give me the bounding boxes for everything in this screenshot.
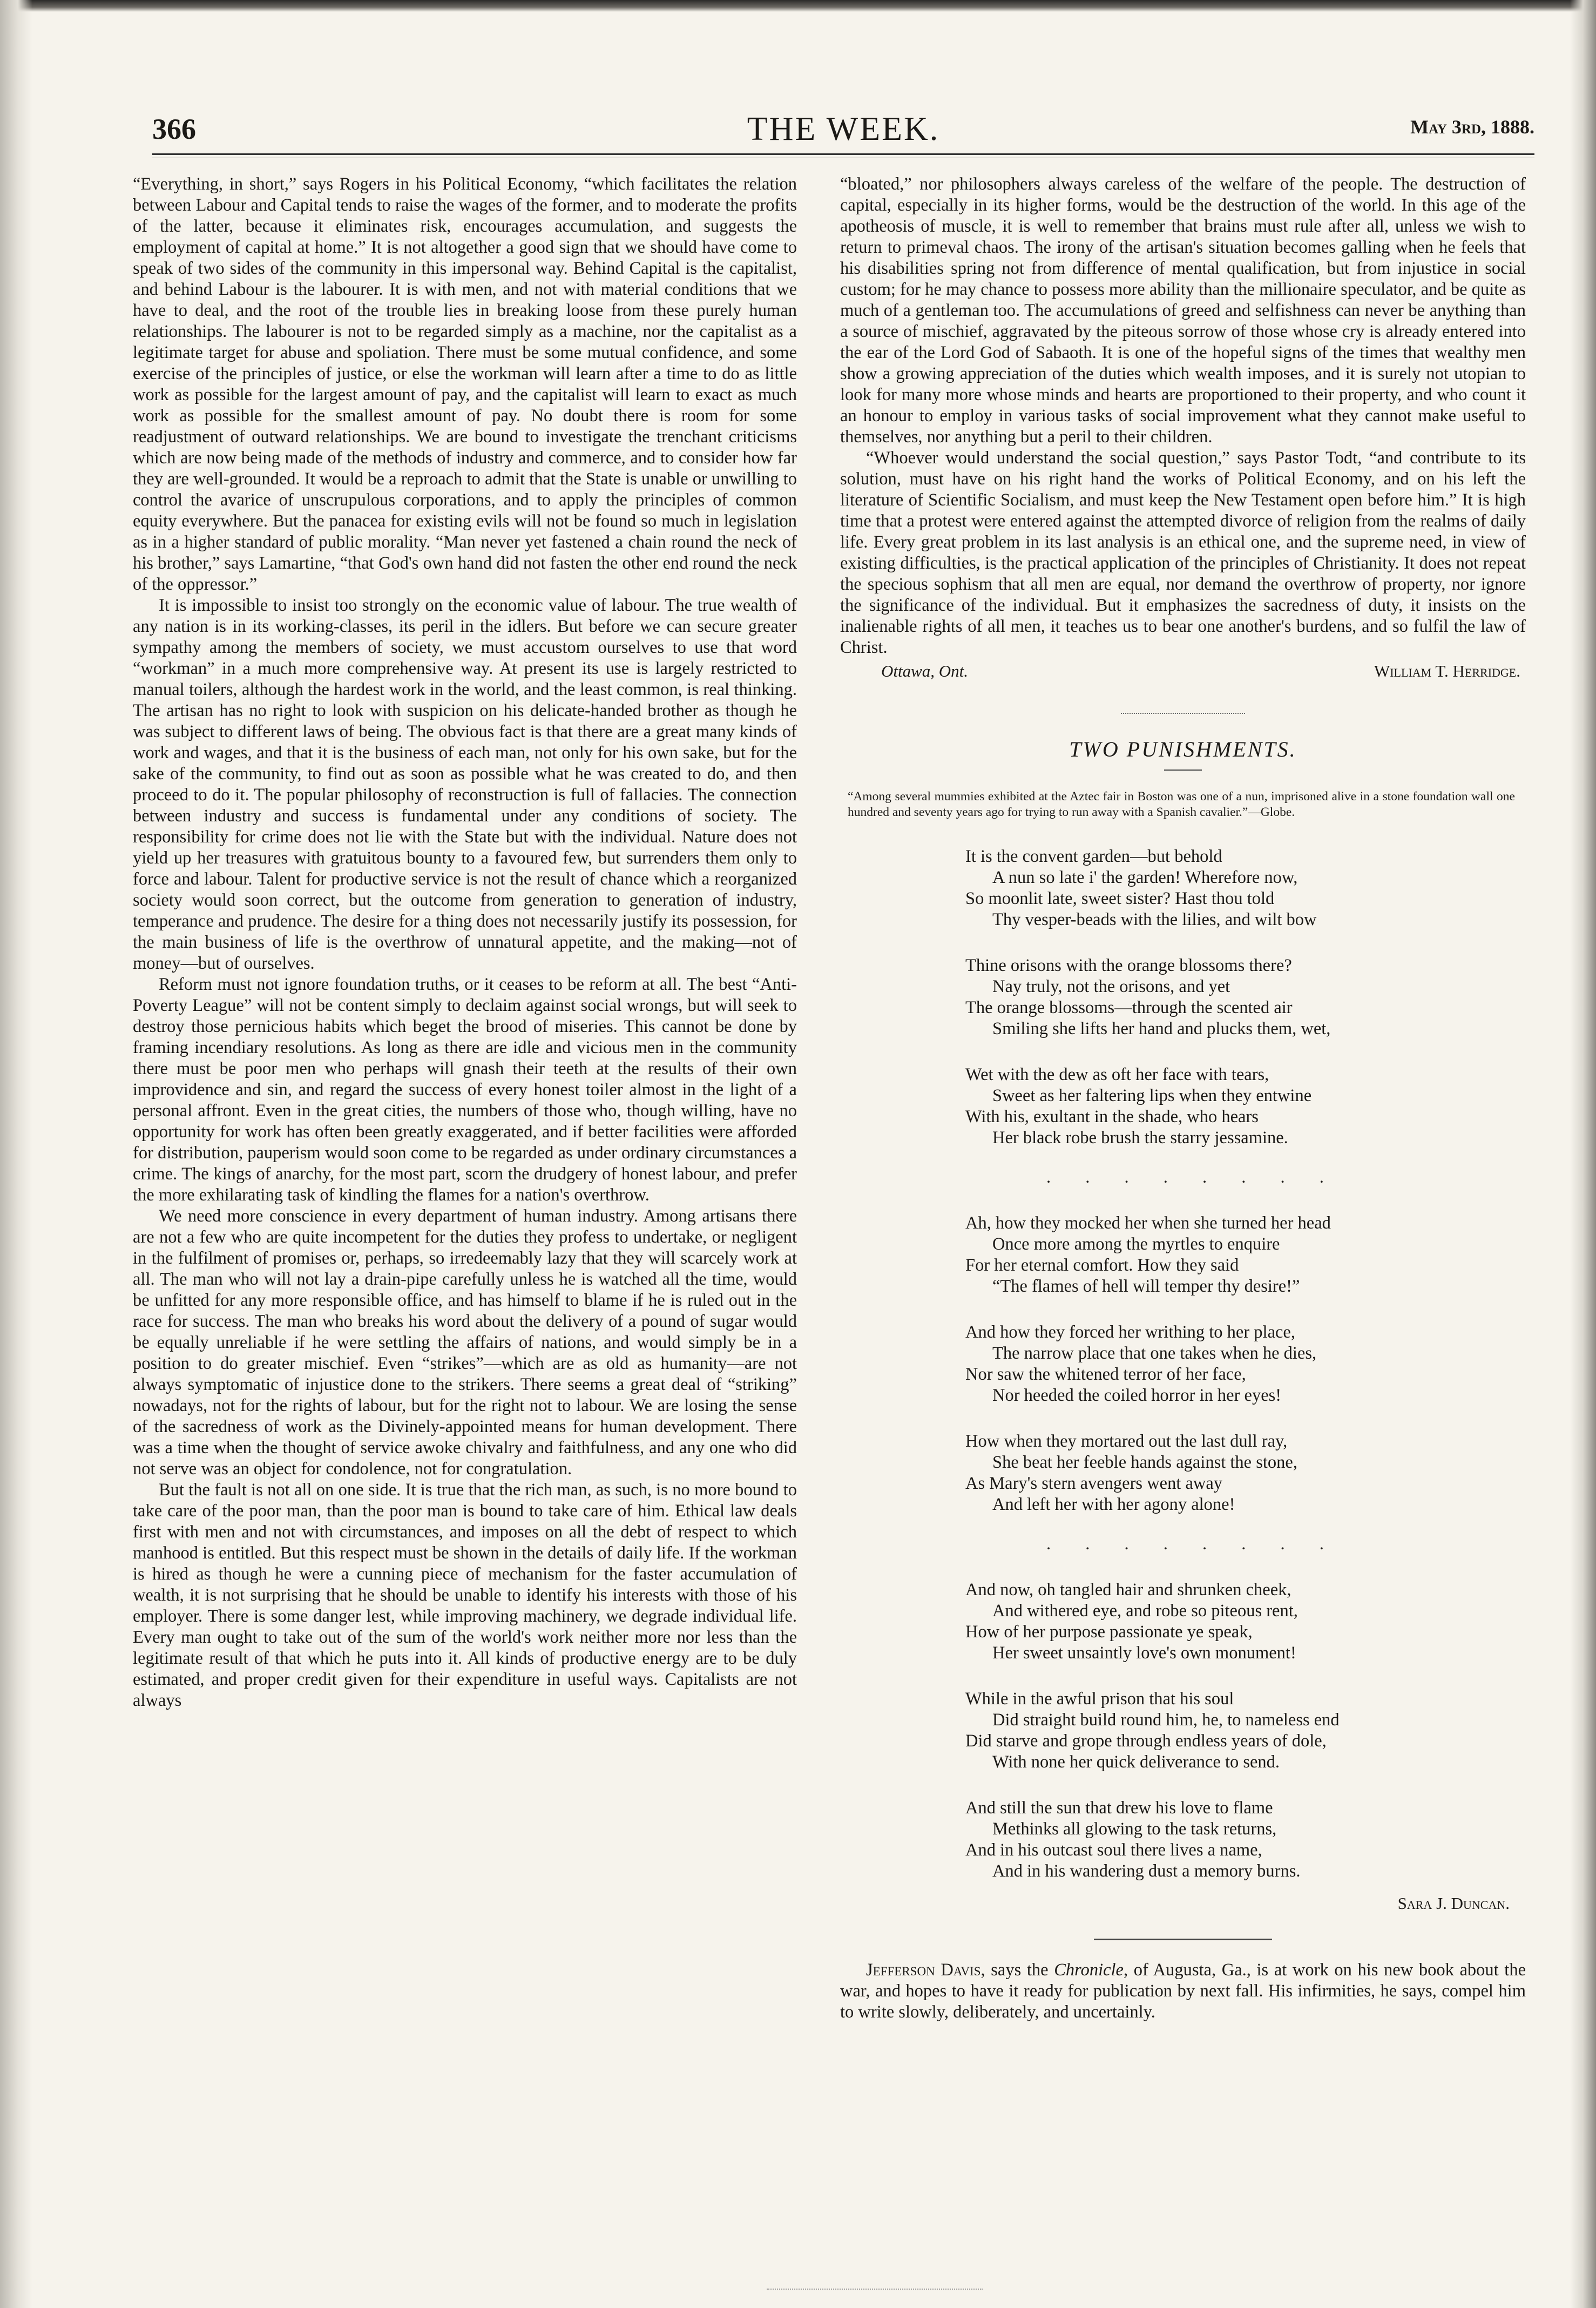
page-top-edge — [0, 0, 1596, 12]
poem-line: Nor heeded the coiled horror in her eyes! — [992, 1386, 1282, 1405]
poem-stanza — [965, 1431, 1526, 1515]
title-rule — [1164, 770, 1202, 771]
poem-stanza — [965, 1064, 1526, 1149]
page-number: 366 — [152, 113, 196, 145]
poem-line: Her sweet unsaintly love's own monument! — [992, 1643, 1296, 1663]
poem-line: As Mary's stern avengers went away — [965, 1474, 1223, 1493]
poem-line: So moonlit late, sweet sister? Hast thou told — [965, 889, 1275, 908]
poem-line: With none her quick deliverance to send. — [992, 1752, 1280, 1772]
article-paragraph: But the fault is not all on one side. It is true that the rich man, as such, is no more bound to take care of the poor man, than the poor man is bound to take care of him. Ethical law deals first with men and not with circumstances, and imposes on all the debt of respect to which manhood is entitled. But this respect must be shown in the details of daily life. If the workman is hired as though he were a cunning piece of mechanism for the faster accumulation of wealth, it is not surprising that he should be unable to identify his interests with those of his employer. There is some danger lest, while improving machinery, we degrade individual life. Every man ought to take out of the sum of the world's work neither more nor less than the legitimate result of that which he puts into it. All kinds of productive energy are to be duly estimated, and proper credit given for their expenditure in useful ways. Capitalists are not always — [133, 1480, 797, 1710]
article-paragraph: “Everything, in short,” says Rogers in his Political Economy, “which facilitates the relation between Labour and Capital tends to raise the wages of the former, and to moderate the profits of the latter, because it eliminates risk, encourages accumulation, and suggests the employment of capital at home.” It is not altogether a good sign that we should have come to speak of two sides of the community in this impersonal way. Behind Capital is the capitalist, and behind Labour is the labourer. It is with men, and not with material conditions that we have to deal, and the root of the trouble lies in breaking loose from these purely human relationships. The labourer is not to be regarded simply as a machine, nor the capitalist as a legitimate target for abuse and spoliation. There must be some mutual confidence, and some exercise of the principles of justice, or else the workman will learn after a time to do as little work as possible for the largest amount of pay, and the capitalist will learn to exact as much work as possible for the smallest amount of pay. No doubt there is room for some readjustment of outward relationships. We are bound to investigate the trenchant criticisms which are now being made of the methods of industry and commerce, and to consider how far they are well-grounded. It would be a reproach to admit that the State is unable or unwilling to control the avarice of unscrupulous corporations, and to apply the principles of common equity everywhere. But the panacea for existing evils will not be found so much in legislation as in a higher standard of public morality. “Man never yet fastened a chain round the neck of his brother,” says Lamartine, “that God's own hand did not fasten the other end round the neck of the oppressor.” — [133, 174, 797, 594]
article-paragraph: “bloated,” nor philosophers always careless of the welfare of the people. The destruction of capital, especially in its higher forms, would be the destruction of the world. In this age of the apotheosis of muscle, it is well to remember that brains must rule after all, unless we wish to return to primeval chaos. The irony of the artisan's situation becomes galling when he feels that his disabilities spring not from difference of mental qualification, but from injustice in social custom; for he may chance to possess more ability than the millionaire speculator, and be quite as much of a gentleman too. The accumulations of greed and selfishness can never be anything than a source of mischief, aggravated by the piteous sorrow of those whose cry is already entered into the ear of the Lord God of Sabaoth. It is one of the hopeful signs of the times that wealthy men show a growing appreciation of the duties which wealth imposes, and it is surely not utopian to look for many more whose minds and hearts are proportioned to their property, and who count it an honour to employ in various tasks of social improvement what they cannot make useful to themselves, nor anything but a peril to their children. — [840, 174, 1526, 447]
section-separator — [1121, 713, 1245, 714]
section-separator — [1094, 1939, 1272, 1940]
note-journal: Chronicle — [1054, 1960, 1124, 1980]
poem-line: Her black robe brush the starry jessamine. — [992, 1128, 1288, 1148]
header-rule — [152, 153, 1534, 155]
stanza-break-dots: . . . . . . . . — [1046, 1534, 1339, 1554]
note-lead: Jefferson Davis — [866, 1960, 981, 1980]
poem-line: And how they forced her writhing to her place, — [965, 1322, 1295, 1342]
poem-line: Thy vesper-beads with the lilies, and wilt bow — [992, 910, 1317, 929]
poem-line: She beat her feeble hands against the stone, — [992, 1453, 1297, 1472]
note-text: , says the — [980, 1960, 1054, 1980]
poem-epigraph: “Among several mummies exhibited at the Aztec fair in Boston was one of a nun, imprisoned alive in a stone foundation wall one hundred and seventy years ago for trying to run away with a Spanish cavalier.”—Globe. — [848, 789, 1515, 819]
left-column — [133, 174, 797, 1711]
poem-line: The orange blossoms—through the scented air — [965, 998, 1293, 1017]
poem-stanza — [965, 1580, 1526, 1664]
poem-line: Nay truly, not the orisons, and yet — [992, 977, 1230, 996]
poem-line: Methinks all glowing to the task returns, — [992, 1819, 1277, 1839]
poem-line: While in the awful prison that his soul — [965, 1689, 1234, 1709]
poem-author: Sara J. Duncan. — [1397, 1894, 1510, 1913]
note-text: , of Augusta, Ga., is at work on his new book about the war, and hopes to have it ready for publication by next fall. His infirmities, he says, compel him to write slowly, deliberately, and uncertainly. — [840, 1960, 1526, 2022]
signature-name: William T. Herridge. — [1374, 662, 1520, 680]
signature-place: Ottawa, Ont. — [881, 662, 969, 680]
article-paragraph: It is impossible to insist too strongly on the economic value of labour. The true wealth of any nation is in its working-classes, its peril in the idlers. But before we can secure greater sympathy among the members of society, we must accustom ourselves to use that word “workman” in a much more comprehensive way. At present its use is largely restricted to manual toilers, although the hardest work in the world, and the least common, is real thinking. The artisan has no right to look with suspicion on his delicate-handed brother as though he was subject to different laws of being. The obvious fact is that there are a great many kinds of work and wages, and that it is the business of each man, not only for his own sake, but for the sake of the community, to find out as soon as possible what he was created to do, and then proceed to do it. The popular philosophy of reconstruction is full of fallacies. The connection between industry and success is fundamental under any conditions of society. The responsibility for crime does not lie with the State but with the individual. Nature does not yield up her treasures with gratuitous bounty to a favoured few, but surrenders them only to force and labour. Talent for productive service is not the result of chance which a reorganized society would soon correct, but the outcome from generation to generation of industry, temperance and prudence. The desire for a thing does not necessarily justify its possession, for the main business of life is the overthrow of unnatural appetite, and the making—not of money—but of ourselves. — [133, 596, 797, 973]
poem-line: Sweet as her faltering lips when they entwine — [992, 1086, 1312, 1105]
poem-line: With his, exultant in the shade, who hears — [965, 1107, 1259, 1126]
poem-stanza — [965, 1798, 1526, 1882]
poem-line: And in his outcast soul there lives a name, — [965, 1840, 1262, 1860]
right-column — [840, 174, 1526, 2023]
news-note — [840, 1960, 1526, 2023]
poem-line: How of her purpose passionate ye speak, — [965, 1622, 1253, 1642]
poem-stanza — [965, 955, 1526, 1040]
stanza-break-dots: . . . . . . . . — [1046, 1168, 1339, 1187]
poem-stanza — [965, 1689, 1526, 1773]
poem-line: Once more among the myrtles to enquire — [992, 1234, 1280, 1254]
poem-line: A nun so late i' the garden! Wherefore now, — [992, 868, 1298, 887]
poem-line: And left her with her agony alone! — [992, 1495, 1235, 1514]
poem-stanza — [965, 1213, 1526, 1297]
poem-line: How when they mortared out the last dull ray, — [965, 1432, 1288, 1451]
poem-line: It is the convent garden—but behold — [965, 847, 1222, 866]
page-header — [152, 112, 1534, 150]
binding-shadow — [0, 0, 32, 2308]
poem-line: Smiling she lifts her hand and plucks them, wet, — [992, 1019, 1331, 1038]
poem-line: Did starve and grope through endless years of dole, — [965, 1731, 1327, 1751]
poem-line: Nor saw the whitened terror of her face, — [965, 1365, 1246, 1384]
poem-line: Wet with the dew as oft her face with tears, — [965, 1065, 1269, 1084]
poem-line: Ah, how they mocked her when she turned her head — [965, 1213, 1331, 1233]
poem-title: TWO PUNISHMENTS. — [1069, 737, 1297, 761]
masthead: THE WEEK. — [747, 111, 940, 147]
poem-line: And now, oh tangled hair and shrunken cheek, — [965, 1580, 1291, 1600]
article-paragraph: Reform must not ignore foundation truths, or it ceases to be reform at all. The best “Anti-Poverty League” will not be content simply to declaim against social wrongs, but will seek to destroy those pernicious habits which beget the brood of miseries. This cannot be done by framing incendiary resolutions. As long as there are idle and vicious men in the community there must be poor men who perhaps will gnash their teeth at the results of their own improvidence and sin, and regard the success of every honest toiler almost in the light of a personal affront. Even in the great cities, the numbers of those who, though willing, have no opportunity for work has often been greatly exaggerated, and if better facilities were afforded for distribution, pauperism would soon come to be regarded as under ordinary circumstances a crime. The kings of anarchy, for the most part, scorn the drudgery of honest labour, and prefer the more exhilarating task of kindling the flames for a nation's overthrow. — [133, 975, 797, 1205]
issue-date: May 3rd, 1888. — [1410, 116, 1534, 138]
poem-stanza — [965, 846, 1526, 930]
article-paragraph: “Whoever would understand the social question,” says Pastor Todt, “and contribute to its solution, must have on his right hand the works of Political Economy, and on his left the literature of Scientific Socialism, and must keep the New Testament open before him.” It is high time that a protest were entered against the attempted divorce of religion from the realms of daily life. Every great problem in its last analysis is an ethical one, and the supreme need, in view of existing difficulties, is the practical application of the principles of Christianity. It does not repeat the specious sophism that all men are equal, nor demand the overthrow of property, nor ignore the significance of the individual. But it emphasizes the sacredness of duty, it insists on the inalienable rights of all men, it teaches us to bear one another's burdens, and so fulfil the law of Christ. — [840, 448, 1526, 657]
poem-line: For her eternal comfort. How they said — [965, 1256, 1239, 1275]
poem-line: Thine orisons with the orange blossoms there? — [965, 956, 1292, 975]
poem-stanza — [965, 1322, 1526, 1406]
poem-line: And withered eye, and robe so piteous rent, — [992, 1601, 1298, 1621]
poem-body — [965, 846, 1526, 1882]
poem-line: Did straight build round him, he, to nameless end — [992, 1710, 1340, 1730]
page-right-edge — [1570, 0, 1596, 2308]
footer-rule — [767, 2289, 983, 2290]
poem-line: And still the sun that drew his love to flame — [965, 1798, 1273, 1818]
poem-line: The narrow place that one takes when he dies, — [992, 1344, 1317, 1363]
article-paragraph: We need more conscience in every department of human industry. Among artisans there are not a few who are quite incompetent for the duties they profess to undertake, or negligent in the fulfilment of promises or, perhaps, so irredeemably lazy that they will scarcely work at all. The man who will not lay a drain-pipe carefully unless he is watched all the time, would be unfitted for any more responsible office, and has himself to blame if he is ruled out in the race for success. The man who breaks his word about the delivery of a pound of sugar would be equally unreliable if he were settling the affairs of nations, and would simply be in a position to do greater mischief. Even “strikes”—which are as old as humanity—are not always symptomatic of injustice done to the strikers. There seems a great deal of “striking” nowadays, not for the rights of labour, but for the right not to labour. We are losing the sense of the sacredness of work as the Divinely-appointed means for human development. There was a time when the thought of service awoke chivalry and faithfulness, and any one who did not serve was an object for condolence, not for congratulation. — [133, 1206, 797, 1479]
poem-line: And in his wandering dust a memory burns. — [992, 1861, 1301, 1881]
article-signature — [840, 660, 1526, 681]
poem-line: “The flames of hell will temper thy desire!” — [992, 1277, 1300, 1296]
